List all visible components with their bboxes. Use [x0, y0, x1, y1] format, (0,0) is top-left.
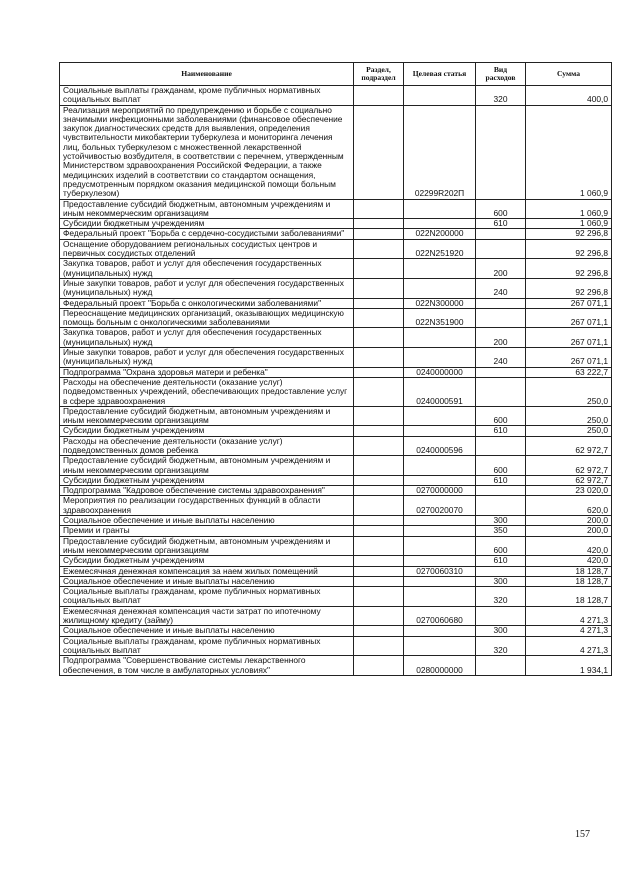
table-row — [60, 406, 612, 426]
cell-sum: 620,0 — [526, 496, 612, 516]
cell-target — [404, 406, 476, 426]
cell-section — [354, 348, 404, 368]
cell-name: Социальное обеспечение и иные выплаты населению — [60, 516, 354, 526]
table-header-row — [60, 63, 612, 86]
cell-section — [354, 406, 404, 426]
cell-section — [354, 516, 404, 526]
table-row — [60, 556, 612, 566]
cell-section — [354, 456, 404, 476]
cell-section — [354, 587, 404, 607]
cell-sum: 400,0 — [526, 86, 612, 106]
table-row — [60, 526, 612, 536]
cell-target — [404, 526, 476, 536]
cell-target: 022N251920 — [404, 239, 476, 259]
cell-sum: 1 060,9 — [526, 219, 612, 229]
cell-name: Переоснащение медицинских организаций, оказывающих медицинскую помощь больным с онкологическими заболеваниями — [60, 308, 354, 328]
cell-target — [404, 278, 476, 298]
cell-target: 02299R202П — [404, 105, 476, 199]
table-row — [60, 436, 612, 456]
cell-expense-type: 610 — [476, 475, 526, 485]
cell-target — [404, 536, 476, 556]
cell-name: Федеральный проект "Борьба с сердечно-сосудистыми заболеваниями" — [60, 229, 354, 239]
table-row — [60, 587, 612, 607]
table-row — [60, 536, 612, 556]
cell-target — [404, 516, 476, 526]
cell-target — [404, 328, 476, 348]
cell-expense-type: 300 — [476, 576, 526, 586]
cell-section — [354, 475, 404, 485]
cell-section — [354, 367, 404, 377]
cell-sum: 1 060,9 — [526, 105, 612, 199]
cell-section — [354, 229, 404, 239]
cell-expense-type: 610 — [476, 556, 526, 566]
cell-name: Субсидии бюджетным учреждениям — [60, 219, 354, 229]
document-page — [59, 62, 611, 676]
table-row — [60, 576, 612, 586]
cell-target — [404, 456, 476, 476]
cell-target: 0240000596 — [404, 436, 476, 456]
table-row — [60, 516, 612, 526]
cell-expense-type — [476, 105, 526, 199]
header-expense-type: Вид расходов — [476, 63, 526, 86]
cell-target — [404, 219, 476, 229]
budget-table — [59, 62, 612, 676]
cell-sum: 250,0 — [526, 377, 612, 406]
cell-sum: 18 128,7 — [526, 576, 612, 586]
table-row — [60, 606, 612, 626]
cell-name: Субсидии бюджетным учреждениям — [60, 475, 354, 485]
cell-target — [404, 626, 476, 636]
cell-name: Оснащение оборудованием региональных сосудистых центров и первичных сосудистых отделений — [60, 239, 354, 259]
cell-name: Закупка товаров, работ и услуг для обеспечения государственных (муниципальных) нужд — [60, 328, 354, 348]
table-row — [60, 229, 612, 239]
cell-expense-type: 600 — [476, 456, 526, 476]
cell-sum: 4 271,3 — [526, 636, 612, 656]
cell-section — [354, 536, 404, 556]
cell-expense-type: 600 — [476, 536, 526, 556]
cell-name: Ежемесячная денежная компенсация за наем жилых помещений — [60, 566, 354, 576]
cell-name: Расходы на обеспечение деятельности (оказание услуг) подведомственных учреждений, обеспечивающих предоставление услуг в сфере здравоохранения — [60, 377, 354, 406]
cell-target — [404, 426, 476, 436]
header-section: Раздел, подраздел — [354, 63, 404, 86]
cell-sum: 267 071,1 — [526, 298, 612, 308]
cell-target — [404, 556, 476, 566]
cell-section — [354, 308, 404, 328]
cell-section — [354, 239, 404, 259]
cell-sum: 62 972,7 — [526, 475, 612, 485]
cell-expense-type — [476, 436, 526, 456]
cell-expense-type — [476, 229, 526, 239]
cell-sum: 200,0 — [526, 516, 612, 526]
cell-section — [354, 436, 404, 456]
cell-target: 0270000000 — [404, 486, 476, 496]
cell-sum: 250,0 — [526, 406, 612, 426]
table-row — [60, 486, 612, 496]
cell-name: Реализация мероприятий по предупреждению и борьбе с социально значимыми инфекционными заболеваниями (финансовое обеспечение закупок диагностических средств для выявления, определения чувствительности микобактерии туберкулеза и мониторинга лечения лиц, больных туберкулезом с множественной лекарственной устойчивостью возбудителя, в соответствии с перечнем, утвержденным Министерством здравоохранения Российской Федерации, а также медицинских изделий в соответствии со стандартом оснащения, предусмотренным порядком оказания медицинской помощи больным туберкулезом) — [60, 105, 354, 199]
cell-section — [354, 298, 404, 308]
cell-target — [404, 86, 476, 106]
cell-name: Ежемесячная денежная компенсация части затрат по ипотечному жилищному кредиту (займу) — [60, 606, 354, 626]
cell-expense-type: 240 — [476, 348, 526, 368]
cell-name: Предоставление субсидий бюджетным, автономным учреждениям и иным некоммерческим организациям — [60, 406, 354, 426]
table-row — [60, 239, 612, 259]
cell-name: Федеральный проект "Борьба с онкологическими заболеваниями" — [60, 298, 354, 308]
cell-section — [354, 259, 404, 279]
cell-section — [354, 636, 404, 656]
table-row — [60, 626, 612, 636]
cell-expense-type — [476, 367, 526, 377]
cell-sum: 92 296,8 — [526, 278, 612, 298]
cell-section — [354, 606, 404, 626]
cell-sum: 4 271,3 — [526, 626, 612, 636]
cell-expense-type: 600 — [476, 199, 526, 219]
cell-section — [354, 426, 404, 436]
cell-sum: 23 020,0 — [526, 486, 612, 496]
table-body — [60, 86, 612, 676]
cell-target — [404, 199, 476, 219]
cell-section — [354, 486, 404, 496]
table-row — [60, 278, 612, 298]
header-name: Наименование — [60, 63, 354, 86]
table-row — [60, 496, 612, 516]
cell-target: 0270060680 — [404, 606, 476, 626]
table-row — [60, 566, 612, 576]
cell-expense-type: 610 — [476, 219, 526, 229]
page-number: 157 — [575, 829, 590, 840]
cell-section — [354, 105, 404, 199]
cell-expense-type — [476, 606, 526, 626]
cell-name: Мероприятия по реализации государственных функций в области здравоохранения — [60, 496, 354, 516]
table-row — [60, 219, 612, 229]
cell-section — [354, 278, 404, 298]
cell-name: Социальные выплаты гражданам, кроме публичных нормативных социальных выплат — [60, 587, 354, 607]
cell-section — [354, 496, 404, 516]
cell-expense-type: 320 — [476, 636, 526, 656]
cell-name: Социальные выплаты гражданам, кроме публичных нормативных социальных выплат — [60, 636, 354, 656]
table-row — [60, 456, 612, 476]
table-row — [60, 348, 612, 368]
cell-target: 022N351900 — [404, 308, 476, 328]
cell-expense-type: 320 — [476, 587, 526, 607]
cell-sum: 63 222,7 — [526, 367, 612, 377]
table-row — [60, 298, 612, 308]
cell-target: 0270020070 — [404, 496, 476, 516]
cell-target: 022N300000 — [404, 298, 476, 308]
cell-name: Иные закупки товаров, работ и услуг для обеспечения государственных (муниципальных) нужд — [60, 348, 354, 368]
cell-section — [354, 328, 404, 348]
cell-target: 0280000000 — [404, 656, 476, 676]
cell-name: Субсидии бюджетным учреждениям — [60, 426, 354, 436]
cell-sum: 62 972,7 — [526, 456, 612, 476]
cell-sum: 1 060,9 — [526, 199, 612, 219]
cell-name: Подпрограмма "Охрана здоровья матери и ребенка" — [60, 367, 354, 377]
header-target: Целевая статья — [404, 63, 476, 86]
cell-section — [354, 86, 404, 106]
cell-target: 0240000000 — [404, 367, 476, 377]
cell-expense-type: 320 — [476, 86, 526, 106]
cell-sum: 18 128,7 — [526, 566, 612, 576]
cell-name: Закупка товаров, работ и услуг для обеспечения государственных (муниципальных) нужд — [60, 259, 354, 279]
cell-section — [354, 556, 404, 566]
cell-expense-type — [476, 656, 526, 676]
cell-sum: 4 271,3 — [526, 606, 612, 626]
cell-expense-type: 300 — [476, 516, 526, 526]
cell-sum: 92 296,8 — [526, 229, 612, 239]
table-row — [60, 367, 612, 377]
table-row — [60, 426, 612, 436]
cell-section — [354, 377, 404, 406]
cell-sum: 92 296,8 — [526, 259, 612, 279]
cell-section — [354, 199, 404, 219]
cell-name: Субсидии бюджетным учреждениям — [60, 556, 354, 566]
cell-name: Социальные выплаты гражданам, кроме публичных нормативных социальных выплат — [60, 86, 354, 106]
cell-expense-type: 200 — [476, 328, 526, 348]
cell-name: Предоставление субсидий бюджетным, автономным учреждениям и иным некоммерческим организациям — [60, 199, 354, 219]
cell-sum: 267 071,1 — [526, 348, 612, 368]
cell-sum: 420,0 — [526, 556, 612, 566]
cell-sum: 267 071,1 — [526, 328, 612, 348]
table-row — [60, 105, 612, 199]
table-row — [60, 656, 612, 676]
cell-expense-type — [476, 298, 526, 308]
cell-expense-type — [476, 239, 526, 259]
cell-target: 0270060310 — [404, 566, 476, 576]
cell-target — [404, 636, 476, 656]
cell-target — [404, 259, 476, 279]
cell-target — [404, 576, 476, 586]
cell-name: Расходы на обеспечение деятельности (оказание услуг) подведомственных домов ребенка — [60, 436, 354, 456]
table-row — [60, 475, 612, 485]
cell-expense-type: 300 — [476, 626, 526, 636]
cell-name: Премии и гранты — [60, 526, 354, 536]
cell-section — [354, 219, 404, 229]
cell-sum: 250,0 — [526, 426, 612, 436]
table-row — [60, 636, 612, 656]
cell-sum: 1 934,1 — [526, 656, 612, 676]
table-row — [60, 259, 612, 279]
cell-expense-type: 240 — [476, 278, 526, 298]
cell-section — [354, 656, 404, 676]
cell-name: Подпрограмма "Кадровое обеспечение системы здравоохранения" — [60, 486, 354, 496]
table-row — [60, 308, 612, 328]
cell-expense-type: 200 — [476, 259, 526, 279]
cell-expense-type — [476, 308, 526, 328]
cell-expense-type — [476, 377, 526, 406]
cell-name: Иные закупки товаров, работ и услуг для обеспечения государственных (муниципальных) нужд — [60, 278, 354, 298]
cell-sum: 420,0 — [526, 536, 612, 556]
cell-expense-type: 600 — [476, 406, 526, 426]
cell-target — [404, 587, 476, 607]
cell-expense-type — [476, 496, 526, 516]
cell-name: Предоставление субсидий бюджетным, автономным учреждениям и иным некоммерческим организациям — [60, 536, 354, 556]
cell-expense-type — [476, 566, 526, 576]
cell-section — [354, 626, 404, 636]
cell-section — [354, 526, 404, 536]
cell-sum: 200,0 — [526, 526, 612, 536]
cell-sum: 267 071,1 — [526, 308, 612, 328]
table-row — [60, 86, 612, 106]
cell-expense-type: 350 — [476, 526, 526, 536]
cell-target — [404, 475, 476, 485]
header-sum: Сумма — [526, 63, 612, 86]
table-row — [60, 328, 612, 348]
cell-sum: 62 972,7 — [526, 436, 612, 456]
cell-expense-type: 610 — [476, 426, 526, 436]
cell-target: 022N200000 — [404, 229, 476, 239]
cell-sum: 18 128,7 — [526, 587, 612, 607]
cell-name: Социальное обеспечение и иные выплаты населению — [60, 626, 354, 636]
cell-sum: 92 296,8 — [526, 239, 612, 259]
cell-name: Подпрограмма "Совершенствование системы лекарственного обеспечения, в том числе в амбулаторных условиях" — [60, 656, 354, 676]
table-row — [60, 199, 612, 219]
cell-target: 0240000591 — [404, 377, 476, 406]
cell-section — [354, 566, 404, 576]
cell-name: Предоставление субсидий бюджетным, автономным учреждениям и иным некоммерческим организациям — [60, 456, 354, 476]
cell-section — [354, 576, 404, 586]
table-row — [60, 377, 612, 406]
cell-target — [404, 348, 476, 368]
cell-name: Социальное обеспечение и иные выплаты населению — [60, 576, 354, 586]
cell-expense-type — [476, 486, 526, 496]
